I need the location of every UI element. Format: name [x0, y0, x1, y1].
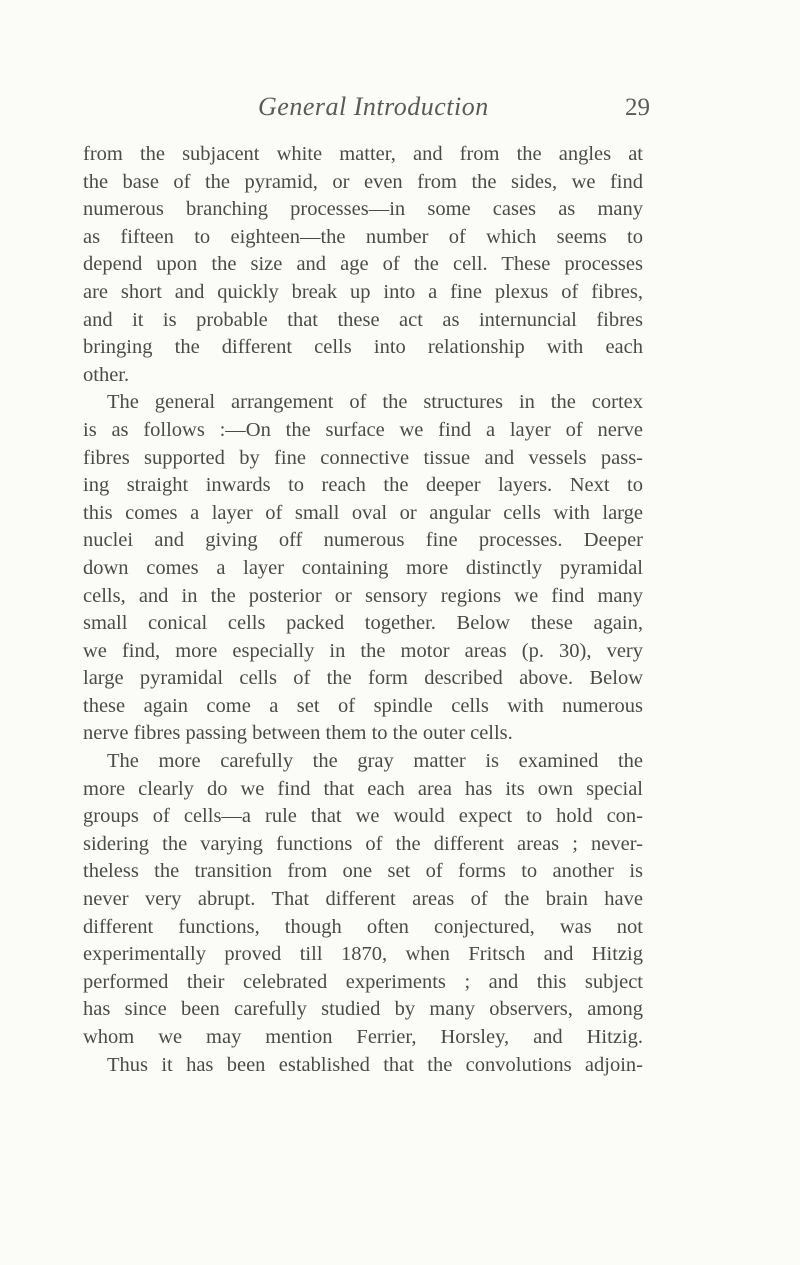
page-number: 29 — [625, 94, 650, 121]
text-line: more clearly do we find that each area has its own special — [83, 777, 643, 800]
running-title: General Introduction — [258, 92, 489, 121]
text-line: from the subjacent white matter, and from the angles at — [83, 143, 643, 165]
text-line: this comes a layer of small oval or angular cells with large — [83, 501, 643, 524]
text-line: theless the transition from one set of forms to another is — [83, 860, 643, 883]
text-line: Thus it has been established that the convolutions adjoin- — [107, 1053, 643, 1076]
text-line: these again come a set of spindle cells with numerous — [83, 694, 643, 717]
text-line: never very abrupt. That different areas of the brain have — [83, 888, 643, 911]
text-line: performed their celebrated experiments ; and this subject — [83, 970, 643, 993]
text-line: nerve fibres passing between them to the outer cells. — [83, 722, 513, 745]
text-line: numerous branching processes—in some cases as many — [83, 198, 643, 221]
text-line: groups of cells—a rule that we would expect to hold con- — [83, 805, 643, 828]
text-line: whom we may mention Ferrier, Horsley, and Hitzig. — [83, 1026, 643, 1048]
text-line: different functions, though often conjectured, was not — [83, 915, 643, 938]
text-line: fibres supported by fine connective tissue and vessels pass- — [83, 446, 643, 469]
text-line: is as follows :—On the surface we find a layer of nerve — [83, 418, 643, 441]
text-line: small conical cells packed together. Below these again, — [83, 612, 643, 635]
text-line: the base of the pyramid, or even from the sides, we find — [83, 170, 643, 193]
text-line: as fifteen to eighteen—the number of which seems to — [83, 225, 643, 248]
text-line: we find, more especially in the motor areas (p. 30), very — [83, 639, 643, 662]
text-line: The more carefully the gray matter is examined the — [107, 750, 643, 773]
body-text — [83, 141, 643, 1079]
text-line: and it is probable that these act as internuncial fibres — [83, 308, 643, 331]
text-line: bringing the different cells into relationship with each — [83, 336, 643, 359]
text-line: experimentally proved till 1870, when Fritsch and Hitzig — [83, 943, 643, 966]
text-line: are short and quickly break up into a fine plexus of fibres, — [83, 280, 643, 303]
text-line: The general arrangement of the structures in the cortex — [107, 391, 643, 414]
text-line: large pyramidal cells of the form described above. Below — [83, 667, 643, 690]
text-line: other. — [83, 363, 130, 386]
running-header — [0, 92, 800, 132]
text-line: ing straight inwards to reach the deeper layers. Next to — [83, 474, 643, 497]
text-line: depend upon the size and age of the cell. These processes — [83, 253, 643, 276]
text-line: sidering the varying functions of the different areas ; never- — [83, 832, 643, 855]
text-line: has since been carefully studied by many observers, among — [83, 998, 643, 1021]
text-line: down comes a layer containing more distinctly pyramidal — [83, 556, 643, 579]
text-line: nuclei and giving off numerous fine processes. Deeper — [83, 529, 643, 552]
text-line: cells, and in the posterior or sensory regions we find many — [83, 584, 643, 607]
